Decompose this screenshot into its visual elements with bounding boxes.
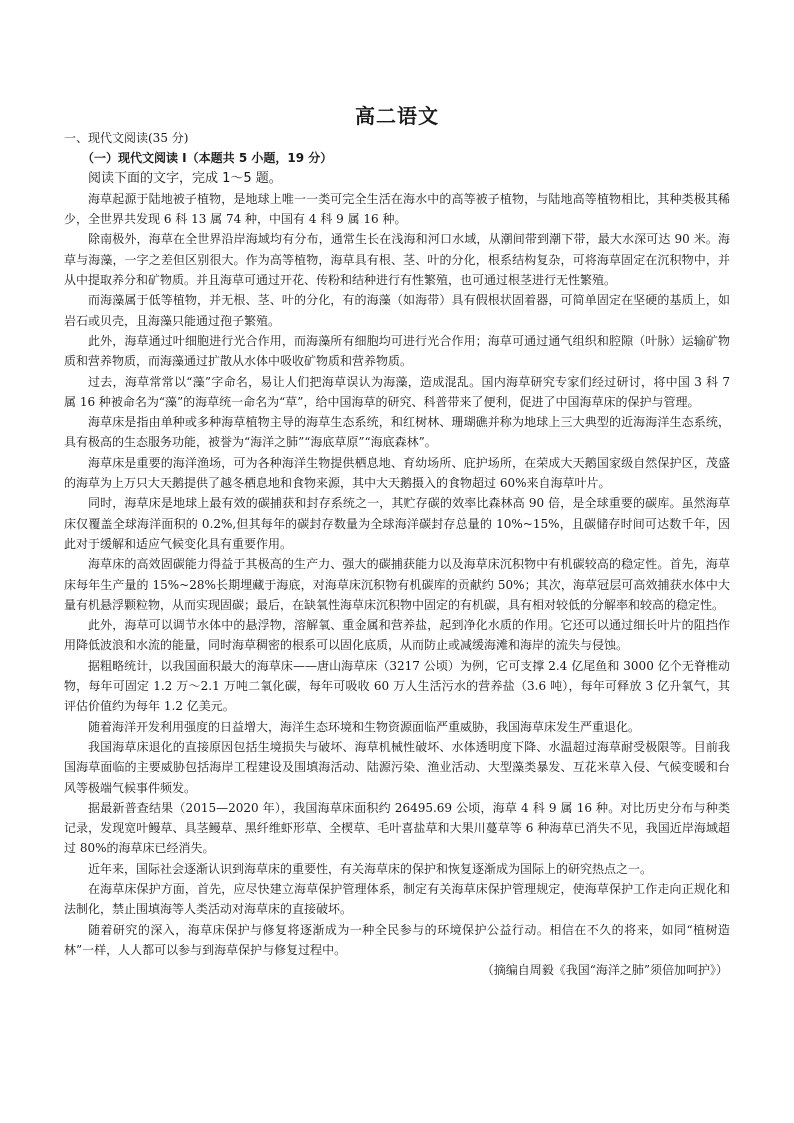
paragraph: 随着研究的深入，海草床保护与修复将逐渐成为一种全民参与的环境保护公益行动。相信在不久的将来，如同“植树造林”一样，人人都可以参与到海草保护与修复过程中。 xyxy=(64,922,730,957)
paragraph: 我国海草床退化的直接原因包括生境损失与破坏、海草机械性破坏、水体透明度下降、水温超过海草耐受极限等。目前我国海草面临的主要威胁包括海岸工程建设及围填海活动、陆源污染、渔业活动、大型藻类暴发、互花米草入侵、气候变暖和台风等极端气候事件频发。 xyxy=(64,739,730,795)
paragraph: 而海藻属于低等植物，并无根、茎、叶的分化，有的海藻（如海带）具有假根状固着器，可简单固定在坚硬的基质上，如岩石或贝壳，且海藻只能通过孢子繁殖。 xyxy=(64,293,730,328)
reading-passage xyxy=(64,128,730,980)
paragraph: 在海草床保护方面，首先，应尽快建立海草保护管理体系，制定有关海草床保护管理规定，使海草保护工作走向正规化和法制化，禁止围填海等人类活动对海草床的直接破坏。 xyxy=(64,881,730,917)
paragraph: 海草床的高效固碳能力得益于其极高的生产力、强大的碳捕获能力以及海草床沉积物中有机碳较高的稳定性。首先，海草床每年生产量的 15%~28%长期埋藏于海底，对海草床沉积物有机碳库的贡献约 50%；其次，海草冠层可高效捕获水体中大量有机悬浮颗粒物，从而实现固碳；最后，在缺氧性海草床沉积物中固定的有机碳，具有相对较低的分解率和较高的稳定性。 xyxy=(64,557,730,612)
paragraph: 据最新普查结果（2015—2020 年），我国海草床面积约 26495.69 公顷，海草 4 科 9 属 16 种。对比历史分布与种类记录，发现宽叶鳗草、具茎鳗草、黑纤维虾形草、全楔草、毛叶喜盐草和大果川蔓草等 6 种海草已消失不见，我国近岸海域超过 80%的海草床已经消失。 xyxy=(64,800,730,856)
paragraph: 此外，海草可以调节水体中的悬浮物，溶解氧、重金属和营养盐，起到净化水质的作用。它还可以通过细长叶片的阻挡作用降低波浪和水流的能量，同时海草稠密的根系可以固化底质，从而防止或减缓海滩和海岸的流失与侵蚀。 xyxy=(64,618,730,653)
subsection-heading: （一）现代文阅读 I（本题共 5 小题，19 分） xyxy=(82,151,333,166)
page-title: 高二语文 xyxy=(355,104,439,128)
paragraph: 近年来，国际社会逐渐认识到海草床的重要性，有关海草床的保护和恢复逐渐成为国际上的研究热点之一。 xyxy=(88,861,653,876)
paragraph: 随着海洋开发利用强度的日益增大，海洋生态环境和生物资源面临严重威胁，我国海草床发生严重退化。 xyxy=(88,719,641,734)
paragraph: 除南极外，海草在全世界沿岸海域均有分布，通常生长在浅海和河口水域，从潮间带到潮下带，最大水深可达 90 米。海草与海藻，一字之差但区别很大。作为高等植物，海草具有根、茎、叶的分化，根系结构复杂，可将海草固定在沉积物中，并从中提取养分和矿物质。并且海草可通过开花、传粉和结种进行有性繁殖，也可通过根茎进行无性繁殖。 xyxy=(64,232,730,288)
paragraph: 海草床是重要的海洋渔场，可为各种海洋生物提供栖息地、育幼场所、庇护场所，在荣成大天鹅国家级自然保护区，茂盛的海草为上万只大天鹅提供了越冬栖息地和食物来源，其中大天鹅摄入的食物超过 60%来自海草叶片。 xyxy=(64,455,730,491)
paragraph: 海草床是指由单种或多种海草植物主导的海草生态系统，和红树林、珊瑚礁并称为地球上三大典型的近海海洋生态系统，具有极高的生态服务功能，被誉为“海洋之肺”“海底草原”“海底森林”。 xyxy=(64,415,730,450)
paragraph: 据粗略统计，以我国面积最大的海草床——唐山海草床（3217 公顷）为例，它可支撑 2.4 亿尾鱼和 3000 亿个无脊椎动物，每年可固定 1.2 万～2.1 万吨二氧化碳，每年可吸收 60 万人生活污水的营养盐（3.6 吨），每年可释放 3 亿升氧气，其评估价值约为每年 1.2 亿美元。 xyxy=(64,658,730,714)
paragraph: 同时，海草床是地球上最有效的碳捕获和封存系统之一，其贮存碳的效率比森林高 90 倍，是全球重要的碳库。虽然海草床仅覆盖全球海洋面积的 0.2%,但其每年的碳封存数量为全球海洋碳封存总量的 10%~15%，且碳储存时间可达数千年，因此对于缓解和适应气候变化具有重要作用。 xyxy=(64,496,730,551)
paragraph: 过去，海草常常以“藻”字命名，易让人们把海草误认为海藻，造成混乱。国内海草研究专家们经过研讨，将中国 3 科 7 属 16 种被命名为“藻”的海草统一命名为“草”，给中国海草的研究、科普带来了便利，促进了中国海草床的保护与管理。 xyxy=(64,374,730,409)
source-citation: （摘编自周毅《我国“海洋之肺”须倍加呵护》） xyxy=(481,963,728,978)
section-heading: 一、现代文阅读(35 分) xyxy=(64,131,189,145)
paragraph: 此外，海草通过叶细胞进行光合作用，而海藻所有细胞均可进行光合作用；海草可通过通气组织和腔隙（叶脉）运输矿物质和营养物质，而海藻通过扩散从水体中吸收矿物质和营养物质。 xyxy=(64,333,730,369)
instruction: 阅读下面的文字，完成 1～5 题。 xyxy=(88,170,282,186)
paragraph: 海草起源于陆地被子植物，是地球上唯一一类可完全生活在海水中的高等被子植物，与陆地高等植物相比，其种类极其稀少，全世界共发现 6 科 13 属 74 种，中国有 4 科 9 属 16 种。 xyxy=(64,191,730,227)
